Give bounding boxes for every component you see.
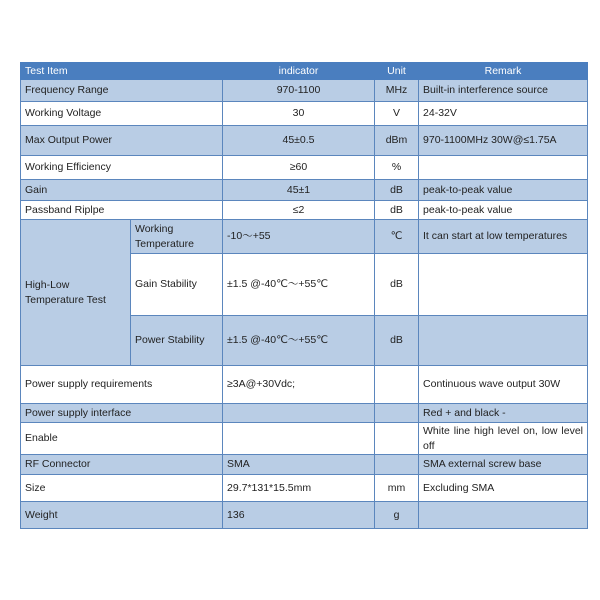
cell-unit bbox=[375, 404, 419, 423]
cell-remark: Red + and black - bbox=[419, 404, 588, 423]
table-header-row bbox=[21, 63, 588, 80]
cell-unit: dB bbox=[375, 180, 419, 201]
cell-unit bbox=[375, 455, 419, 475]
cell-unit: MHz bbox=[375, 80, 419, 102]
cell-indicator: ≤2 bbox=[223, 201, 375, 220]
cell-remark: SMA external screw base bbox=[419, 455, 588, 475]
spec-table bbox=[20, 62, 588, 529]
cell-remark: It can start at low temperatures bbox=[419, 220, 588, 254]
cell-indicator: ±1.5 @-40℃～+55℃ bbox=[223, 254, 375, 316]
table-row bbox=[21, 201, 588, 220]
cell-unit: dBm bbox=[375, 126, 419, 156]
table-row bbox=[21, 404, 588, 423]
cell-subitem: Gain Stability bbox=[131, 254, 223, 316]
cell-indicator: ±1.5 @-40℃～+55℃ bbox=[223, 316, 375, 366]
cell-group-high-low: High-Low Temperature Test bbox=[21, 220, 131, 366]
cell-item: Power supply requirements bbox=[21, 366, 223, 404]
cell-indicator: ≥60 bbox=[223, 156, 375, 180]
cell-remark bbox=[419, 316, 588, 366]
cell-remark: peak-to-peak value bbox=[419, 201, 588, 220]
cell-item: Size bbox=[21, 475, 223, 502]
cell-unit: % bbox=[375, 156, 419, 180]
header-remark: Remark bbox=[419, 63, 588, 80]
table-row bbox=[21, 423, 588, 455]
cell-remark: 24-32V bbox=[419, 102, 588, 126]
cell-item: Power supply interface bbox=[21, 404, 223, 423]
table-row bbox=[21, 126, 588, 156]
cell-indicator bbox=[223, 423, 375, 455]
cell-remark: White line high level on, low level off bbox=[419, 423, 588, 455]
cell-remark: Excluding SMA bbox=[419, 475, 588, 502]
cell-remark bbox=[419, 502, 588, 529]
table-row bbox=[21, 80, 588, 102]
cell-remark: peak-to-peak value bbox=[419, 180, 588, 201]
table-row bbox=[21, 366, 588, 404]
cell-indicator: 29.7*131*15.5mm bbox=[223, 475, 375, 502]
cell-indicator: 45±0.5 bbox=[223, 126, 375, 156]
cell-indicator: 45±1 bbox=[223, 180, 375, 201]
cell-item: Working Voltage bbox=[21, 102, 223, 126]
table-row bbox=[21, 102, 588, 126]
cell-remark: Built-in interference source bbox=[419, 80, 588, 102]
header-unit: Unit bbox=[375, 63, 419, 80]
cell-unit: mm bbox=[375, 475, 419, 502]
cell-indicator: 30 bbox=[223, 102, 375, 126]
cell-remark: 970-1100MHz 30W@≤1.75A bbox=[419, 126, 588, 156]
cell-remark bbox=[419, 156, 588, 180]
table-row bbox=[21, 220, 588, 254]
cell-subitem: Power Stability bbox=[131, 316, 223, 366]
cell-unit bbox=[375, 366, 419, 404]
cell-unit: dB bbox=[375, 316, 419, 366]
table-row bbox=[21, 156, 588, 180]
cell-indicator: ≥3A@+30Vdc; bbox=[223, 366, 375, 404]
cell-indicator bbox=[223, 404, 375, 423]
table-row bbox=[21, 180, 588, 201]
cell-item: Frequency Range bbox=[21, 80, 223, 102]
cell-indicator: 136 bbox=[223, 502, 375, 529]
cell-item: Working Efficiency bbox=[21, 156, 223, 180]
cell-item: Max Output Power bbox=[21, 126, 223, 156]
table-row bbox=[21, 455, 588, 475]
table-row bbox=[21, 502, 588, 529]
cell-subitem: Working Temperature bbox=[131, 220, 223, 254]
cell-item: Enable bbox=[21, 423, 223, 455]
cell-item: Passband Riplpe bbox=[21, 201, 223, 220]
cell-unit: V bbox=[375, 102, 419, 126]
cell-indicator: SMA bbox=[223, 455, 375, 475]
cell-unit: g bbox=[375, 502, 419, 529]
cell-unit: dB bbox=[375, 254, 419, 316]
table-row bbox=[21, 475, 588, 502]
cell-item: Weight bbox=[21, 502, 223, 529]
cell-item: Gain bbox=[21, 180, 223, 201]
cell-remark bbox=[419, 254, 588, 316]
cell-item: RF Connector bbox=[21, 455, 223, 475]
cell-remark: Continuous wave output 30W bbox=[419, 366, 588, 404]
cell-unit: ℃ bbox=[375, 220, 419, 254]
cell-indicator: 970-1100 bbox=[223, 80, 375, 102]
cell-indicator: -10～+55 bbox=[223, 220, 375, 254]
cell-unit bbox=[375, 423, 419, 455]
header-indicator: indicator bbox=[223, 63, 375, 80]
cell-unit: dB bbox=[375, 201, 419, 220]
header-test-item: Test Item bbox=[21, 63, 223, 80]
